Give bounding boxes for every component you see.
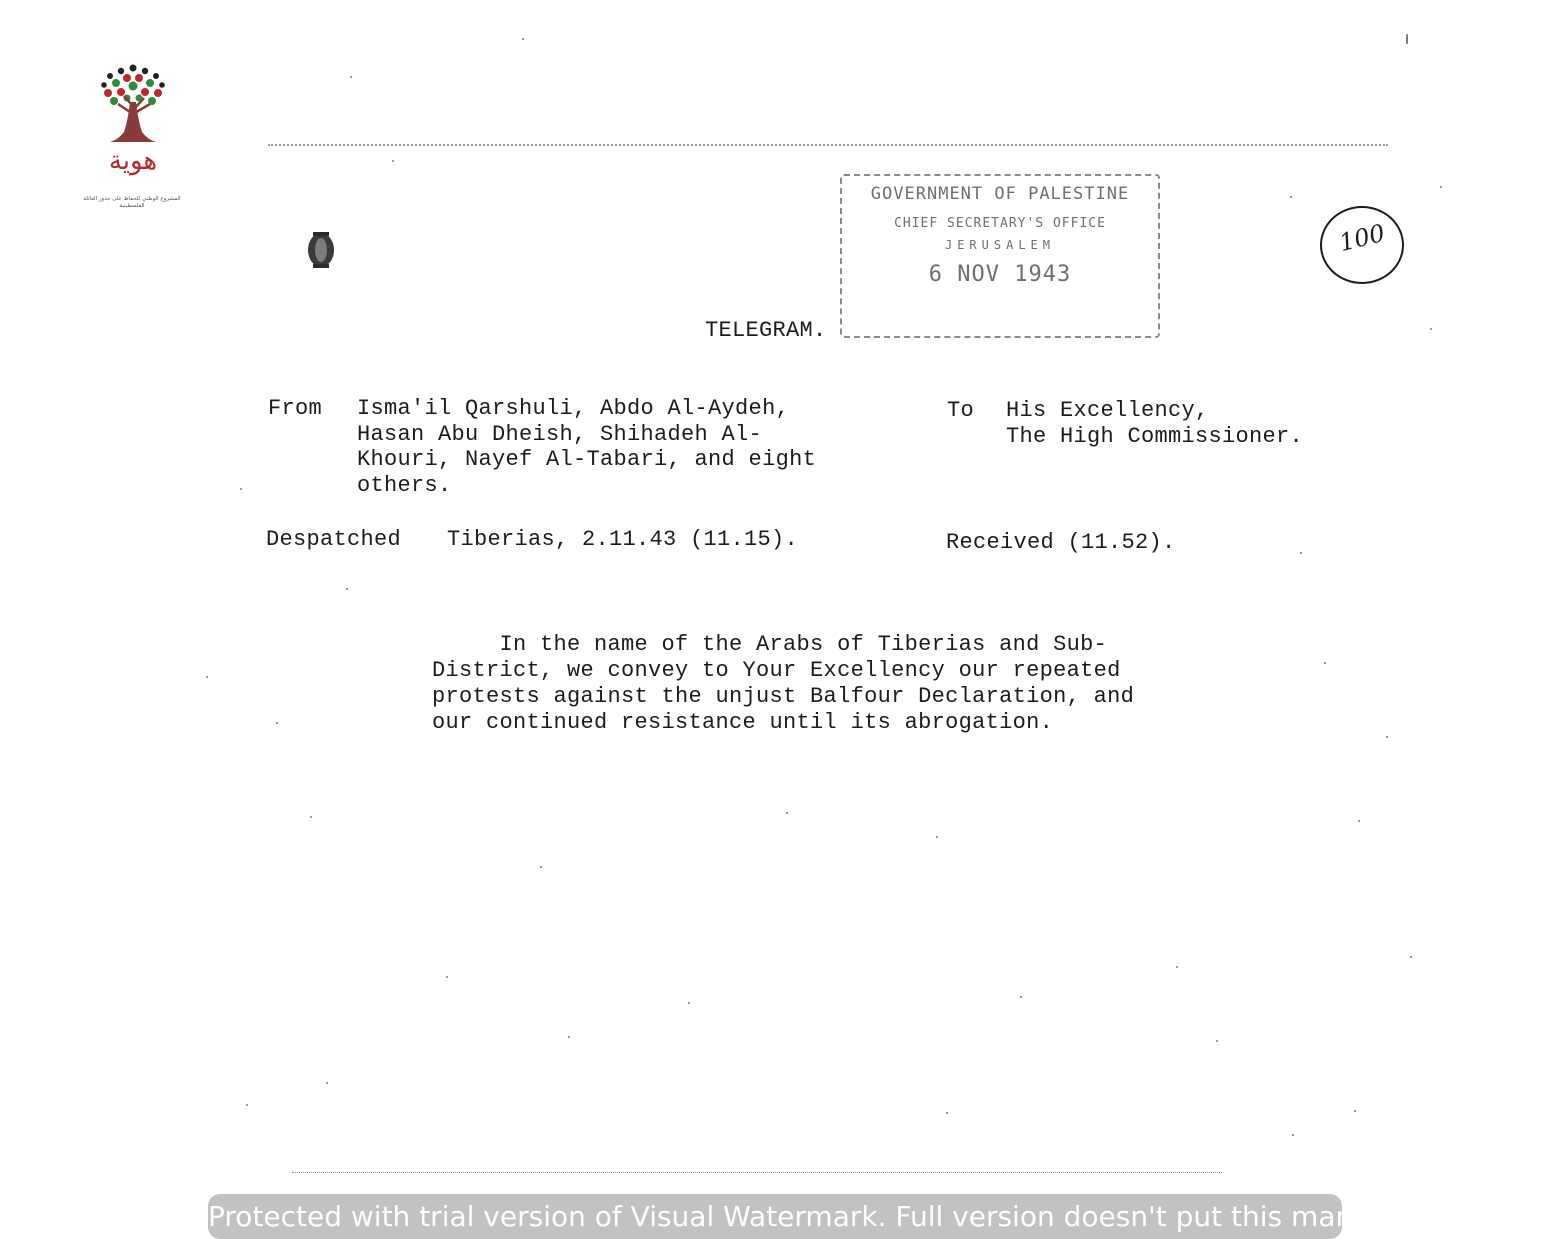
to-recipient: His Excellency, The High Commissioner.: [1006, 398, 1304, 449]
despatched-value: Tiberias, 2.11.43 (11.15).: [447, 527, 799, 552]
trial-watermark-banner: Protected with trial version of Visual Watermark. Full version doesn't put this mark.: [208, 1194, 1342, 1239]
folio-circle: [1320, 206, 1404, 284]
logo-script-text: هوية: [108, 146, 158, 176]
received-stamp: [840, 174, 1160, 338]
stamp-line-1: GOVERNMENT OF PALESTINE: [870, 184, 1130, 204]
stamp-date: 6 NOV 1943: [928, 262, 1072, 287]
from-label: From: [268, 396, 323, 421]
telegram-heading: TELEGRAM.: [705, 318, 827, 343]
bottom-dotted-rule: [292, 1172, 1222, 1173]
from-senders: Isma'il Qarshuli, Abdo Al-Aydeh, Hasan Abu Dheish, Shihadeh Al- Khouri, Nayef Al-Tabari, and eight others.: [357, 396, 817, 498]
telegram-body: In the name of the Arabs of Tiberias and Sub- District, we convey to Your Excellency our repeated protests against the unjust Balfour Declaration, and our continued resistance until its abrogation.: [432, 632, 1135, 735]
received-value: Received (11.52).: [946, 530, 1176, 555]
to-label: To: [947, 398, 975, 423]
hole-punch-mark-icon: [303, 230, 339, 270]
stamp-line-3: JERUSALEM: [944, 238, 1056, 252]
despatched-label: Despatched: [266, 527, 402, 552]
folio-number: 100: [1336, 218, 1388, 258]
top-dotted-rule: [268, 144, 1388, 146]
family-tree-logo-icon: [94, 62, 172, 214]
logo-tagline: المشروع الوطني للحفاظ على جذور العائلة الفلسطينية: [83, 196, 181, 209]
stamp-line-2: CHIEF SECRETARY'S OFFICE: [894, 216, 1106, 231]
